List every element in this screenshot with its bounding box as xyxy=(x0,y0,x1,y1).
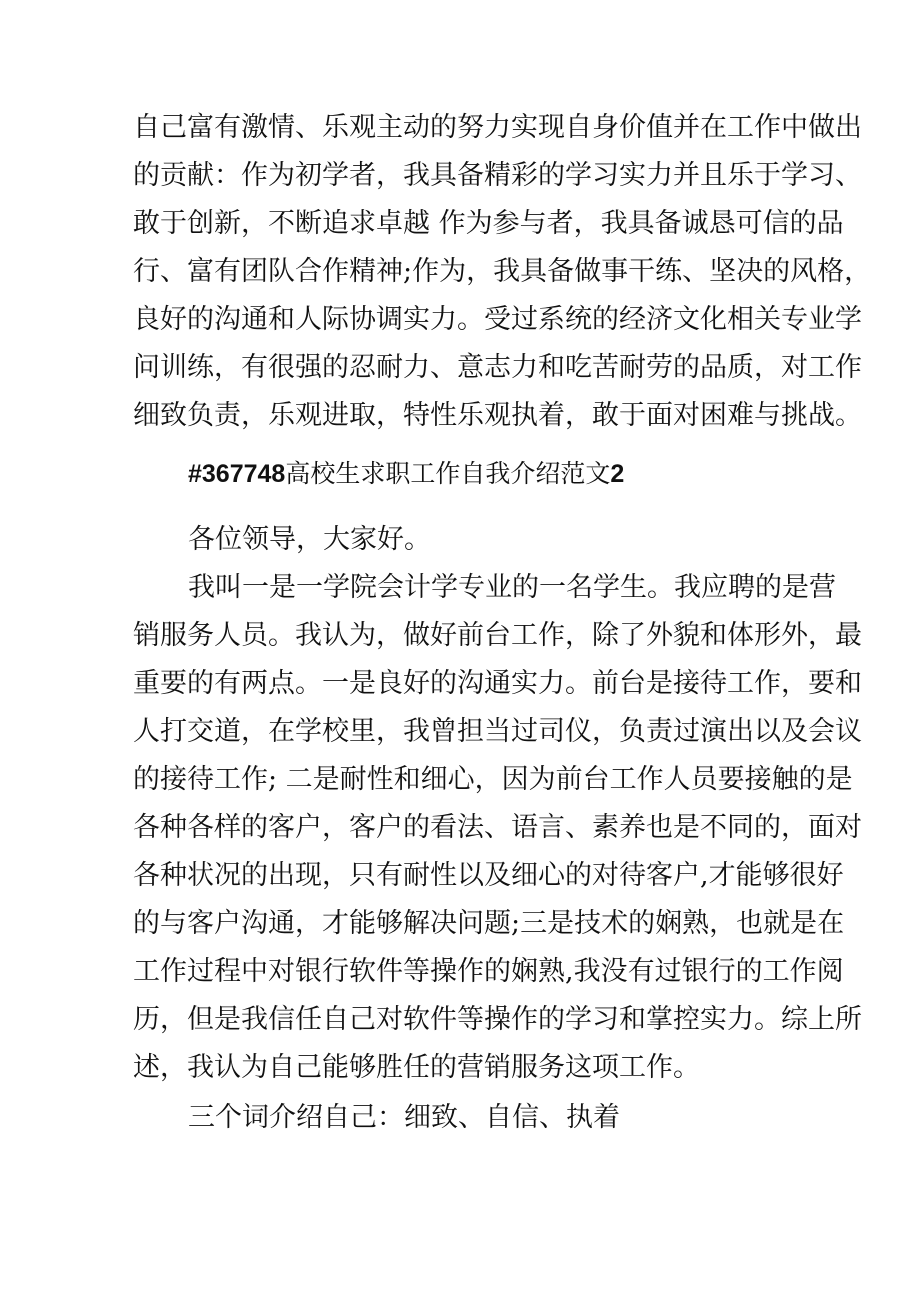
paragraph-2-line-2: 销服务人员。我认为，做好前台工作，除了外貌和体形外，最 xyxy=(133,620,862,651)
paragraph-1-line-2: 的贡献：作为初学者，我具备精彩的学习实力并且乐于学习、 xyxy=(133,160,862,191)
paragraph-2-line-8: 的与客户沟通，才能够解决问题;三是技术的娴熟，也就是在 xyxy=(133,908,845,939)
paragraph-2-line-3: 重要的有两点。一是良好的沟通实力。前台是接待工作，要和 xyxy=(133,668,862,699)
heading-title: 高校生求职工作自我介绍范文 xyxy=(285,459,611,488)
paragraph-1-line-3: 敢于创新，不断追求卓越 作为参与者，我具备诚恳可信的品 xyxy=(133,208,844,239)
paragraph-2-line-6: 各种各样的客户，客户的看法、语言、素养也是不同的，面对 xyxy=(133,812,862,843)
section-heading xyxy=(188,450,808,498)
paragraph-2-line-7: 各种状况的出现，只有耐性以及细心的对待客户,才能够很好 xyxy=(133,860,844,891)
paragraph-1-line-5: 良好的沟通和人际协调实力。受过系统的经济文化相关专业学 xyxy=(133,304,862,335)
heading-number: #367748 xyxy=(188,460,286,488)
heading-suffix: 2 xyxy=(610,460,625,488)
paragraph-1-line-4: 行、富有团队合作精神;作为，我具备做事干练、坚决的风格， xyxy=(133,256,872,287)
paragraph-2-line-5: 的接待工作; 二是耐性和细心，因为前台工作人员要接触的是 xyxy=(133,764,853,795)
paragraph-2-line-9: 工作过程中对银行软件等操作的娴熟,我没有过银行的工作阅 xyxy=(133,956,844,987)
closing-line: 三个词介绍自己：细致、自信、执着 xyxy=(188,1102,620,1133)
paragraph-2-line-11: 述，我认为自己能够胜任的营销服务这项工作。 xyxy=(133,1052,700,1083)
paragraph-1-line-6: 问训练，有很强的忍耐力、意志力和吃苦耐劳的品质，对工作 xyxy=(133,352,862,383)
paragraph-1-line-7: 细致负责，乐观进取，特性乐观执着，敢于面对困难与挑战。 xyxy=(133,400,862,431)
paragraph-1-line-1: 自己富有激情、乐观主动的努力实现自身价值并在工作中做出 xyxy=(133,112,862,143)
paragraph-2-line-4: 人打交道，在学校里，我曾担当过司仪，负责过演出以及会议 xyxy=(133,716,862,747)
paragraph-2-line-10: 历，但是我信任自己对软件等操作的学习和掌控实力。综上所 xyxy=(133,1004,862,1035)
paragraph-2-line-1: 我叫一是一学院会计学专业的一名学生。我应聘的是营 xyxy=(188,572,836,603)
greeting-line: 各位领导，大家好。 xyxy=(188,524,431,555)
